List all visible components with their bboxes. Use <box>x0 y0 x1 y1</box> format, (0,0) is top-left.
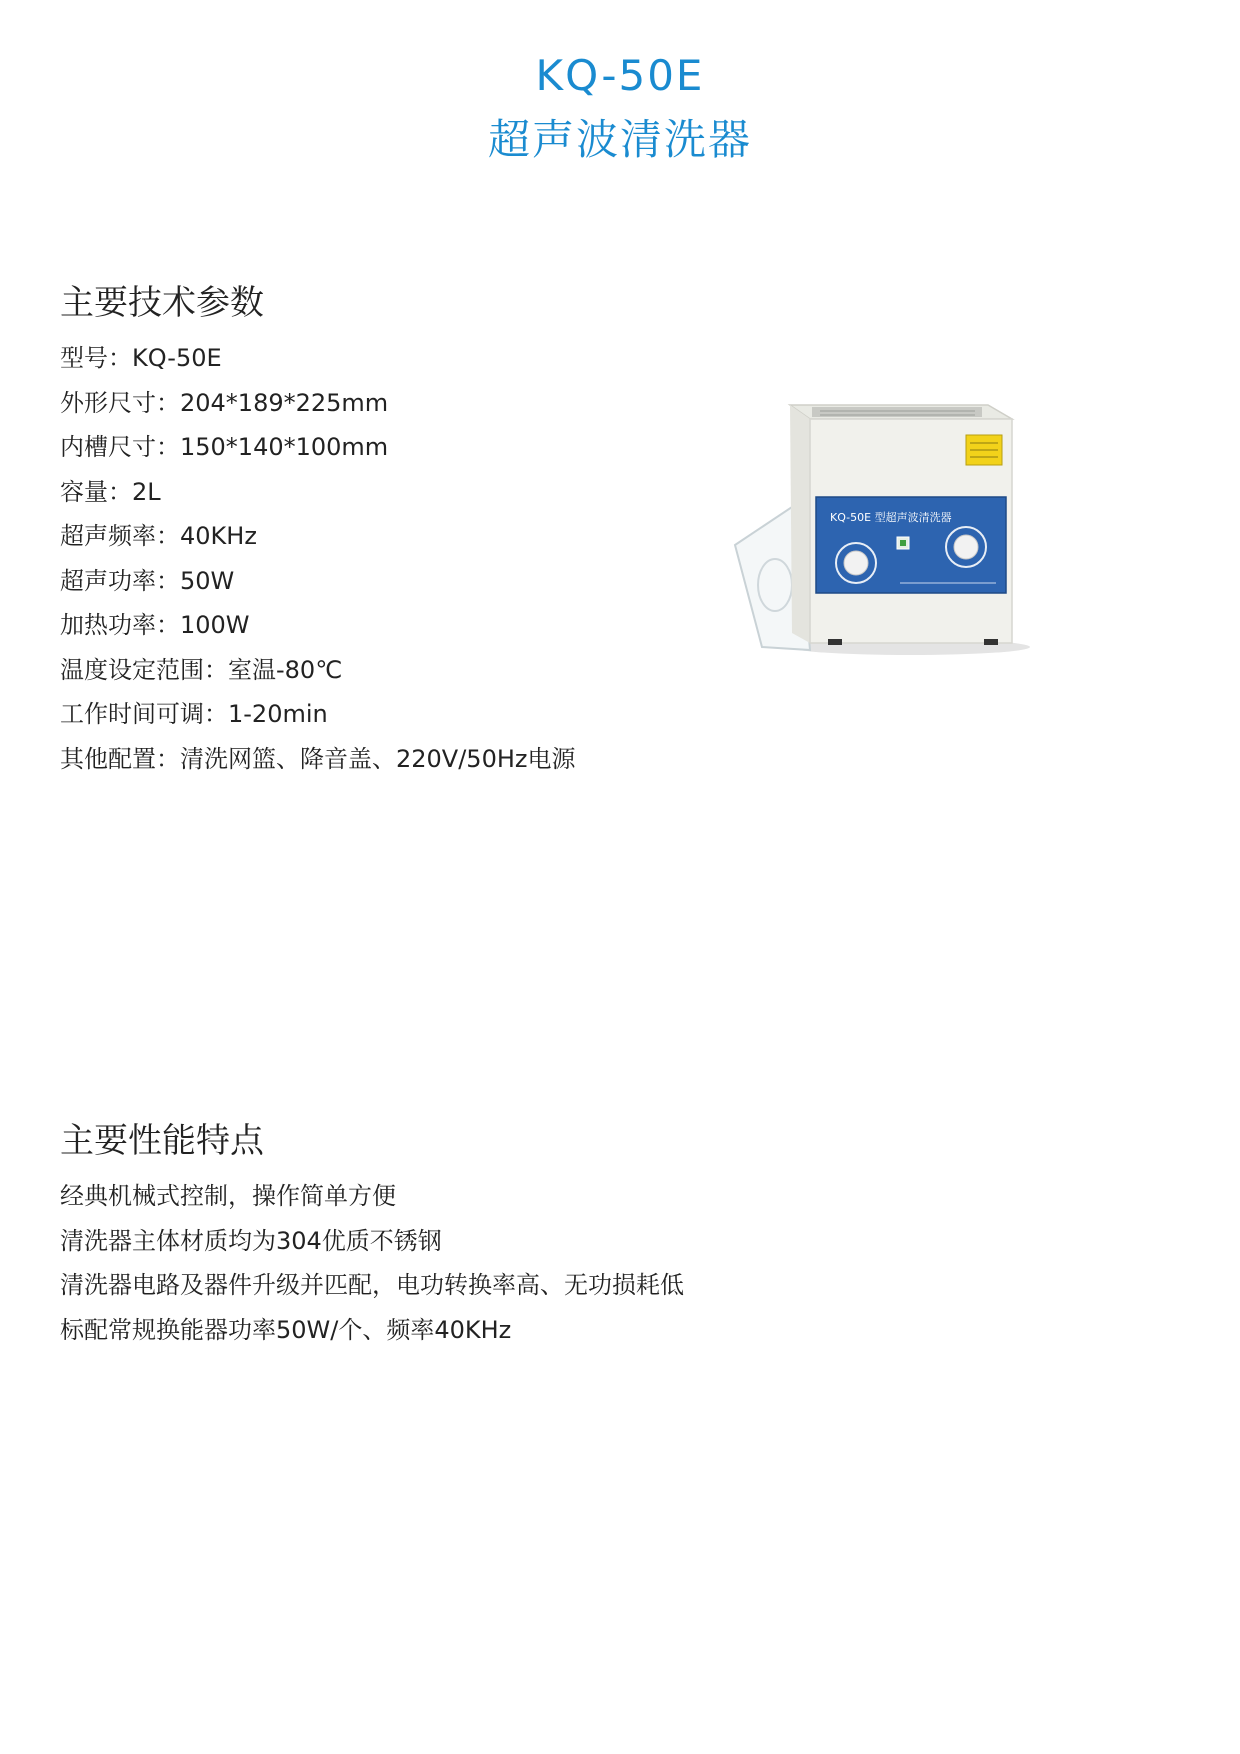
spec-row: 工作时间可调：1-20min <box>60 700 328 728</box>
specs-section <box>60 280 576 781</box>
spec-row: 超声频率：40KHz <box>60 522 257 550</box>
spec-row: 加热功率：100W <box>60 611 250 639</box>
features-list <box>60 1174 684 1352</box>
product-image <box>720 385 1050 665</box>
specs-list <box>60 336 576 781</box>
spec-row: 温度设定范围：室温-80℃ <box>60 655 343 684</box>
feature-row: 清洗器电路及器件升级并匹配，电功转换率高、无功损耗低 <box>60 1271 684 1299</box>
specs-heading: 主要技术参数 <box>60 283 264 323</box>
spec-row: 外形尺寸：204*189*225mm <box>60 388 389 417</box>
product-name-title: 超声波清洗器 <box>487 115 752 164</box>
spec-row: 内槽尺寸：150*140*100mm <box>60 433 389 461</box>
spec-row: 型号：KQ-50E <box>60 344 222 372</box>
feature-row: 清洗器主体材质均为304优质不锈钢 <box>60 1226 442 1255</box>
spec-row: 超声功率：50W <box>60 566 235 595</box>
title-block <box>0 48 1240 170</box>
panel-label: KQ-50E 型超声波清洗器 <box>830 511 952 524</box>
spec-row: 容量：2L <box>60 477 161 506</box>
feature-row: 标配常规换能器功率50W/个、频率40KHz <box>60 1315 512 1344</box>
spec-row: 其他配置：清洗网篮、降音盖、220V/50Hz电源 <box>60 744 576 773</box>
features-heading: 主要性能特点 <box>60 1121 264 1161</box>
feature-row: 经典机械式控制，操作简单方便 <box>60 1182 396 1210</box>
product-model-title: KQ-50E <box>535 51 705 100</box>
features-section <box>60 1118 684 1352</box>
